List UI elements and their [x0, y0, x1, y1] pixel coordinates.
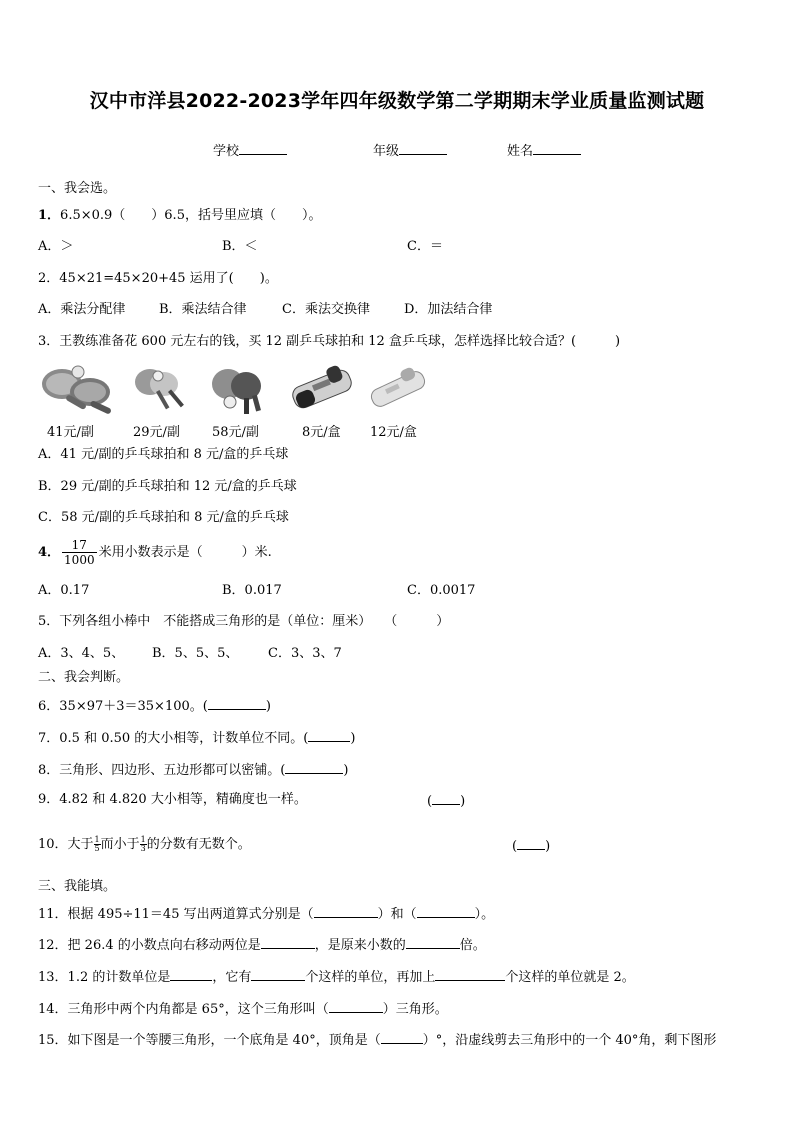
name-field — [507, 140, 581, 159]
q10-answer-paren[interactable]: ( ) — [512, 836, 550, 856]
question-8: 8．三角形、四边形、五边形都可以密铺。( ) — [38, 760, 348, 780]
price-label-1: 41元/副 — [47, 425, 94, 440]
ball-box-12-image — [366, 362, 430, 418]
q9-answer-paren[interactable]: ( ) — [427, 791, 465, 811]
q8-answer-blank[interactable] — [285, 760, 343, 774]
fraction-1-5: $\frac{1}{5}$ — [94, 835, 100, 853]
paddle-set-29-image — [128, 362, 188, 418]
question-7: 7．0.5 和 0.50 的大小相等，计数单位不同。( ) — [38, 728, 355, 748]
name-blank[interactable] — [533, 140, 581, 155]
price-label-2: 29元/副 — [133, 425, 180, 440]
q15-blank[interactable] — [381, 1030, 423, 1044]
q12-blank-1[interactable] — [261, 935, 315, 949]
question-3: 3．王教练准备花 600 元左右的钱，买 12 副乒乓球拍和 12 盒乒乓球，怎样选择比较合适？( ) — [38, 334, 621, 349]
q14-blank[interactable] — [329, 999, 383, 1013]
fraction-17-1000: $\frac{17}{1000}$ — [64, 538, 95, 567]
grade-blank[interactable] — [399, 140, 447, 155]
question-14: 14．三角形中两个内角都是 65°，这个三角形叫（ ）三角形。 — [38, 999, 448, 1019]
q4-option-b[interactable]: B．0.017 — [222, 583, 282, 598]
q13-blank-2[interactable] — [251, 967, 305, 981]
school-blank[interactable] — [239, 140, 287, 155]
school-field — [213, 140, 287, 159]
question-1: 1．6.5×0.9（ ）6.5，括号里应填（ ）。 — [38, 208, 322, 223]
q2-option-b[interactable]: B．乘法结合律 — [159, 302, 247, 317]
q1-option-c[interactable]: C．＝ — [407, 239, 443, 254]
q5-option-a[interactable]: A．3、4、5、 — [38, 646, 125, 661]
q13-blank-3[interactable] — [435, 967, 505, 981]
question-5: 5．下列各组小棒中 不能搭成三角形的是（单位：厘米） （ ） — [38, 614, 450, 629]
question-4: 4． $\frac{17}{1000}$ 米用小数表示是（ ）米. — [38, 538, 272, 567]
fraction-1-3: $\frac{1}{3}$ — [140, 835, 146, 853]
grade-field — [373, 140, 447, 159]
name-label: 姓名 — [507, 144, 534, 159]
paddle-set-41-image — [38, 362, 120, 418]
q11-blank-2[interactable] — [417, 904, 475, 918]
q11-blank-1[interactable] — [314, 904, 378, 918]
q2-option-c[interactable]: C．乘法交换律 — [282, 302, 370, 317]
q1-option-b[interactable]: B．＜ — [222, 239, 258, 254]
price-label-5: 12元/盒 — [370, 425, 417, 440]
q4-option-a[interactable]: A．0.17 — [38, 583, 90, 598]
price-label-3: 58元/副 — [212, 425, 259, 440]
q2-option-a[interactable]: A．乘法分配律 — [38, 302, 126, 317]
question-11: 11．根据 495÷11＝45 写出两道算式分别是（ ）和（ ）。 — [38, 904, 494, 924]
question-2: 2．45×21=45×20+45 运用了( )。 — [38, 271, 278, 286]
section-heading-2: 二、我会判断。 — [38, 670, 130, 685]
q2-option-d[interactable]: D．加法结合律 — [404, 302, 493, 317]
paddle-set-58-image — [208, 362, 266, 418]
q4-option-c[interactable]: C．0.0017 — [407, 583, 476, 598]
question-9: 9．4.82 和 4.820 大小相等，精确度也一样。 — [38, 792, 307, 807]
q13-blank-1[interactable] — [170, 967, 212, 981]
question-13: 13．1.2 的计数单位是 ，它有 个这样的单位，再加上 个这样的单位就是 2。 — [38, 967, 635, 987]
q7-answer-blank[interactable] — [308, 728, 350, 742]
grade-label: 年级 — [373, 144, 400, 159]
question-6: 6．35×97＋3＝35×100。( ) — [38, 696, 271, 716]
q1-option-a[interactable]: A．＞ — [38, 239, 74, 254]
q5-option-b[interactable]: B．5、5、5、 — [152, 646, 239, 661]
q6-answer-blank[interactable] — [208, 696, 266, 710]
price-label-4: 8元/盒 — [302, 425, 341, 440]
question-10: 10．大于 $\frac{1}{5}$ 而小于 $\frac{1}{3}$ 的分数有无数个。 — [38, 835, 251, 853]
question-12: 12．把 26.4 的小数点向右移动两位是 ，是原来小数的 倍。 — [38, 935, 486, 955]
page-title: 汉中市洋县2022-2023学年四年级数学第二学期期末学业质量监测试题 — [89, 90, 705, 112]
q3-option-a[interactable]: A．41 元/副的乒乓球拍和 8 元/盒的乒乓球 — [38, 447, 289, 462]
q3-option-c[interactable]: C．58 元/副的乒乓球拍和 8 元/盒的乒乓球 — [38, 510, 289, 525]
school-label: 学校 — [213, 144, 240, 159]
q5-option-c[interactable]: C．3、3、7 — [268, 646, 342, 661]
q3-option-b[interactable]: B．29 元/副的乒乓球拍和 12 元/盒的乒乓球 — [38, 479, 297, 494]
q12-blank-2[interactable] — [406, 935, 460, 949]
question-15: 15．如下图是一个等腰三角形，一个底角是 40°，顶角是（ ）°，沿虚线剪去三角形中的一个 40°角，剩下图形 — [38, 1030, 716, 1050]
section-heading-1: 一、我会选。 — [38, 181, 117, 196]
section-heading-3: 三、我能填。 — [38, 879, 117, 894]
ball-box-8-image — [288, 362, 358, 418]
